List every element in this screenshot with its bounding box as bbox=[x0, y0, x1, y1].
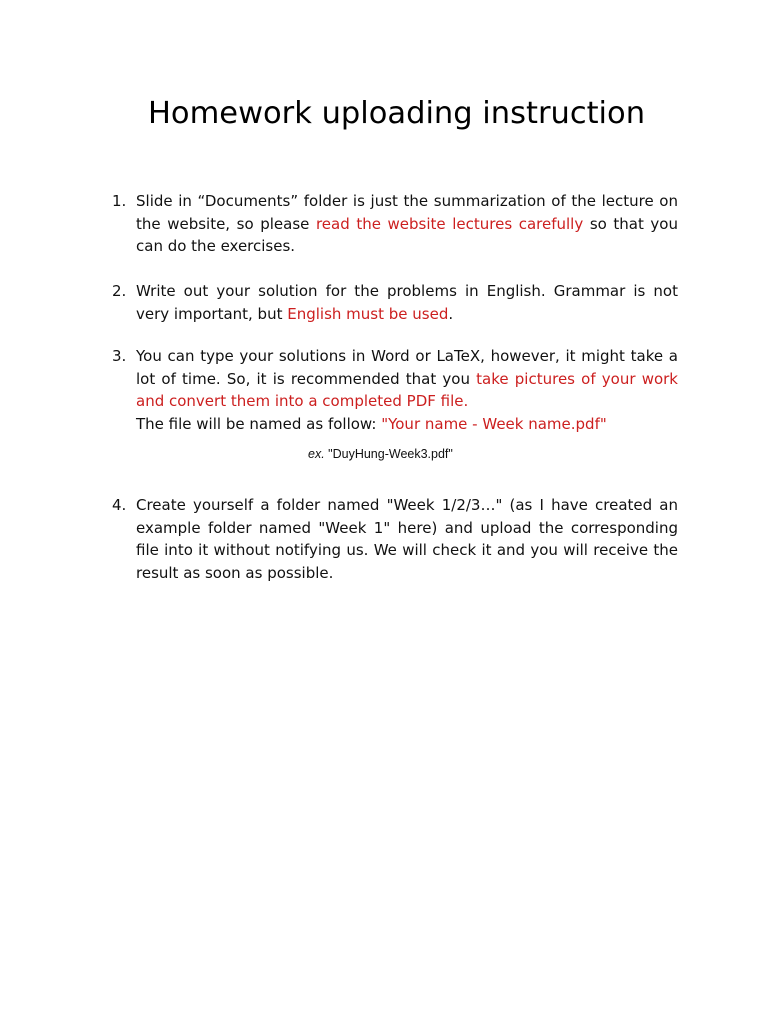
example-value: "DuyHung-Week3.pdf" bbox=[324, 447, 453, 461]
list-item-text bbox=[136, 280, 678, 325]
list-item-text bbox=[136, 190, 678, 258]
list-item-number: 1. bbox=[112, 192, 127, 210]
list-item-text bbox=[136, 345, 678, 435]
example-prefix: ex. bbox=[308, 447, 325, 461]
item-text: so that you can do the exercises. bbox=[136, 214, 678, 255]
highlighted-text: English must be used bbox=[287, 304, 449, 323]
highlighted-text: read the website lectures carefully bbox=[315, 214, 584, 233]
highlighted-text: take pictures of your work and convert them into a completed PDF file. bbox=[136, 369, 678, 410]
item-text: The file will be named as follow: bbox=[136, 414, 382, 433]
list-item-text: Create yourself a folder named "Week 1/2/3…" (as I have created an example folder named "Week 1" here) and upload the corresponding file into it without notifying us. We will check it and you will receive the result as soon as possible. bbox=[136, 496, 678, 582]
page-title: Homework uploading instruction bbox=[148, 96, 646, 131]
filename-format-text: "Your name - Week name.pdf" bbox=[381, 414, 607, 433]
item-text: You can type your solutions in Word or LaTeX, however, it might take a lot of time. So, it is recommended that you bbox=[136, 347, 678, 388]
filename-example bbox=[308, 445, 453, 463]
item-text: Write out your solution for the problems in English. Grammar is not very important, but bbox=[136, 282, 678, 323]
list-item-number: 2. bbox=[112, 282, 127, 300]
item-text: . bbox=[448, 304, 454, 323]
item-text: Slide in “Documents” folder is just the summarization of the lecture on the website, so please bbox=[136, 192, 678, 233]
list-item-number: 4. bbox=[112, 496, 127, 514]
list-item-number: 3. bbox=[112, 347, 127, 365]
